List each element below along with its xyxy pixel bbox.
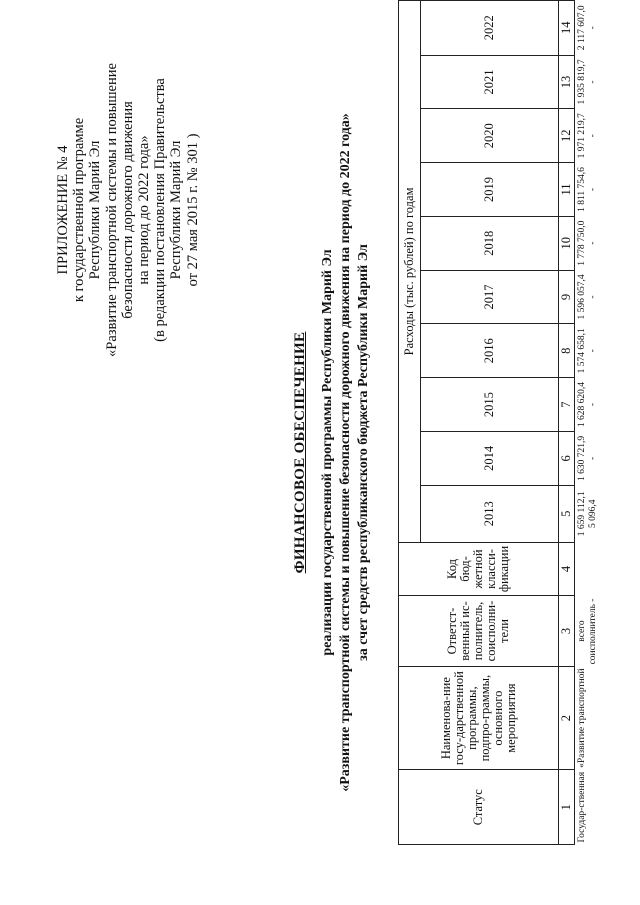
document-title: ФИНАНСОВОЕ ОБЕСПЕЧЕНИЕ: [292, 331, 308, 574]
executor-total-label: всего: [577, 620, 587, 642]
column-number: 2: [559, 666, 575, 769]
appendix-line: ПРИЛОЖЕНИЕ № 4: [55, 145, 71, 275]
row-value-cell: [575, 378, 603, 432]
row-status: Государ-ственная: [577, 771, 587, 843]
column-number: 7: [559, 378, 575, 432]
column-number: 9: [559, 270, 575, 324]
value-total: 1 971 219,7: [577, 113, 587, 159]
header-status: Статус: [399, 770, 559, 845]
value-co: -: [588, 456, 598, 460]
header-year: 2021: [421, 55, 559, 109]
row-value-cell: [575, 485, 603, 542]
header-year: 2019: [421, 163, 559, 217]
appendix-block: [55, 45, 201, 375]
row-value-cell: [575, 109, 603, 163]
header-year: 2014: [421, 431, 559, 485]
column-number: 12: [559, 109, 575, 163]
column-number: 1: [559, 770, 575, 845]
table-row: [575, 1, 603, 845]
row-value-cell: [575, 270, 603, 324]
column-number: 14: [559, 1, 575, 56]
value-co: -: [588, 134, 598, 138]
row-value-cell: [575, 163, 603, 217]
heading-subtitle-3: за счет средств республиканского бюджета Республики Марий Эл: [356, 244, 371, 661]
heading-subtitle-2: «Развитие транспортной системы и повышение безопасности дорожного движения на период до 2022 года»: [338, 113, 353, 792]
header-year: 2015: [421, 378, 559, 432]
appendix-line: к государственной программе: [71, 117, 88, 303]
column-number: 13: [559, 55, 575, 109]
column-number: 4: [559, 542, 575, 595]
header-year: 2017: [421, 270, 559, 324]
column-number: 8: [559, 324, 575, 378]
financing-table: [398, 0, 603, 845]
header-executor: Ответст-венный ис-полнитель, соисполни-тели: [399, 596, 559, 667]
appendix-line: (в редакции постановления Правительства: [152, 78, 169, 342]
value-total: 1 778 750,0: [577, 220, 587, 266]
column-number: 10: [559, 216, 575, 270]
header-year: 2020: [421, 109, 559, 163]
value-total: 1 596 057,4: [577, 274, 587, 320]
row-code: [575, 542, 603, 595]
executor-co-label: соисполнитель -: [588, 598, 598, 665]
value-total: 1 630 721,9: [577, 435, 587, 481]
value-total: 1 811 754,6: [577, 167, 587, 212]
value-co: -: [588, 402, 598, 407]
value-co: -: [588, 241, 598, 245]
value-total: 2 117 607,0: [577, 5, 587, 51]
value-total: 1 628 620,4: [577, 382, 587, 428]
header-year: 2016: [421, 324, 559, 378]
row-value-cell: [575, 55, 603, 109]
value-co: 5 096,4: [588, 499, 598, 529]
column-number: 3: [559, 596, 575, 667]
value-total: 1 574 658,1: [577, 328, 587, 374]
row-executor: [575, 596, 603, 667]
header-year: 2018: [421, 216, 559, 270]
appendix-line: на период до 2022 года»: [136, 135, 153, 285]
value-total: 1 935 819,7: [577, 59, 587, 105]
header-year: 2022: [421, 1, 559, 56]
appendix-line: безопасности дорожного движения: [119, 101, 136, 319]
value-co: -: [588, 80, 598, 84]
value-co: -: [588, 187, 598, 192]
header-name: Наименова-ние госу-дарственной программы, подпро-граммы, основного мероприятия: [399, 666, 559, 769]
row-value-cell: [575, 431, 603, 485]
appendix-line: от 27 мая 2015 г. № 301 ): [184, 133, 201, 287]
heading-subtitle-1: реализации государственной программы Республики Марий Эл: [320, 249, 335, 656]
value-co: -: [588, 349, 598, 353]
column-number: 5: [559, 485, 575, 542]
header-year: 2013: [421, 485, 559, 542]
row-value-cell: [575, 324, 603, 378]
value-co: -: [588, 295, 598, 299]
row-value-cell: [575, 216, 603, 270]
row-value-cell: [575, 1, 603, 56]
column-number: 6: [559, 431, 575, 485]
header-expenses: Расходы (тыс. рублей) по годам: [399, 1, 421, 543]
value-co: -: [588, 26, 598, 30]
column-number: 11: [559, 163, 575, 217]
appendix-line: Республики Марий Эл: [87, 140, 104, 280]
value-total: 1 659 112,1: [577, 491, 587, 537]
row-name: «Развитие транспортной: [577, 668, 587, 768]
header-code: Код бюд-жетной класси-фикации: [399, 542, 559, 595]
appendix-line: «Развитие транспортной системы и повышение: [103, 63, 120, 357]
appendix-line: Республики Марий Эл: [168, 140, 185, 280]
